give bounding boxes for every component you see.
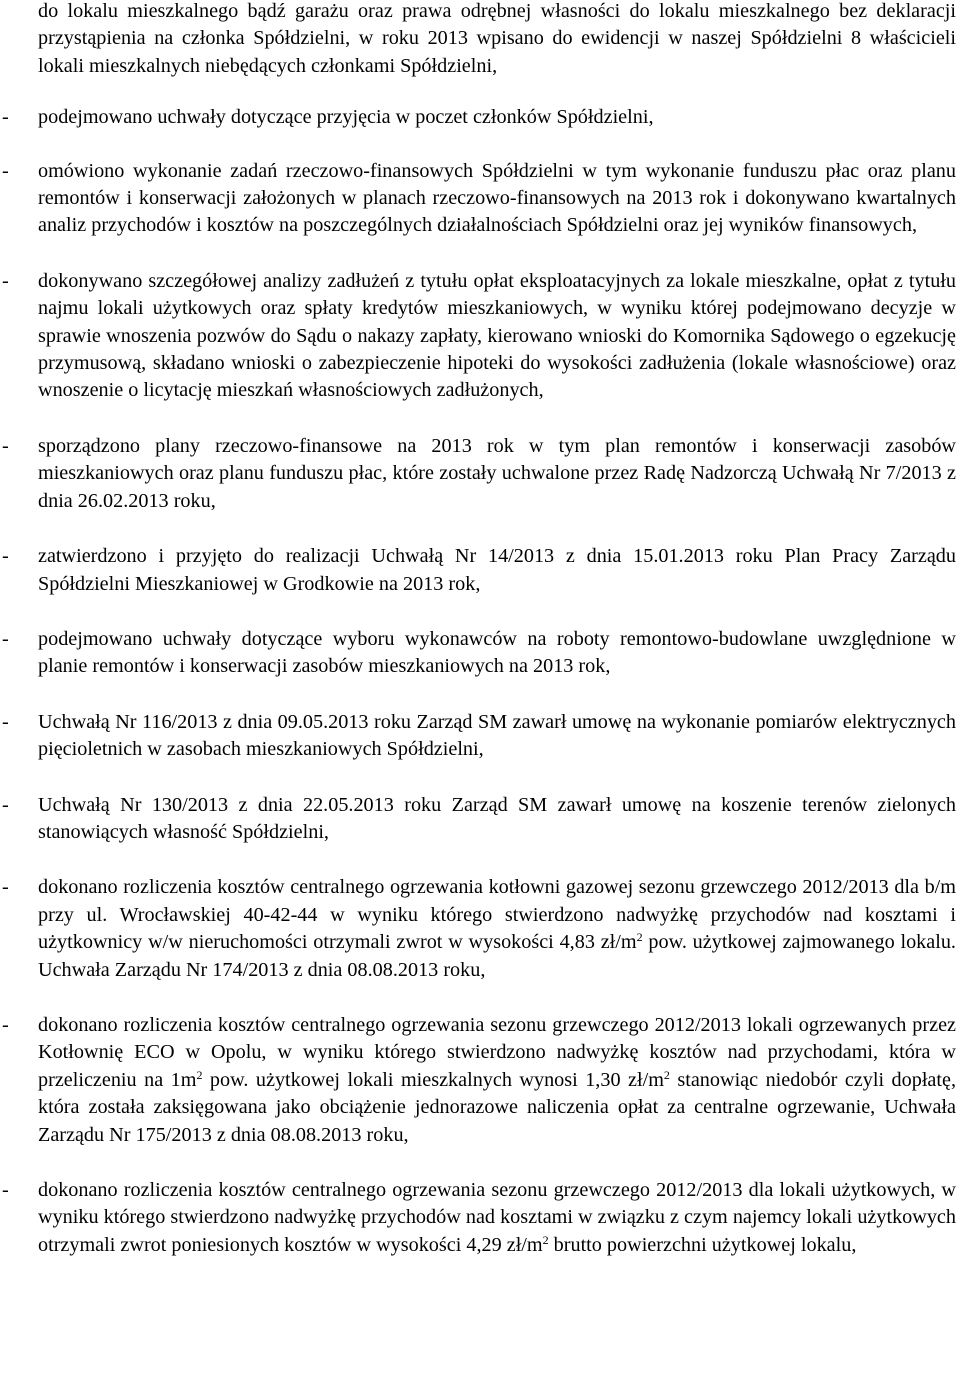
list-item-text: podejmowano uchwały dotyczące przyjęcia w poczet członków Spółdzielni, bbox=[38, 106, 654, 129]
bullet-dash: - bbox=[2, 545, 9, 568]
list-item-text: Uchwałą Nr 116/2013 z dnia 09.05.2013 roku Zarząd SM zawarł umowę na wykonanie pomiarów elektrycznych pięcioletnich w zasobach mieszkaniowych Spółdzielni, bbox=[38, 710, 956, 761]
list-item-text: dokonano rozliczenia kosztów centralnego ogrzewania sezonu grzewczego 2012/2013 dla lokali użytkowych, w wyniku którego stwierdzono nadwyżkę przychodów nad kosztami w związku z czym najemcy lokali użytkowych otrzymali zwrot poniesionych kosztów w wysokości 4,29 zł/m bbox=[38, 1179, 956, 1256]
superscript: 2 bbox=[636, 929, 643, 944]
intro-paragraph: do lokalu mieszkalnego bądź garażu oraz prawa odrębnej własności do lokalu mieszkalnego bez deklaracji przystąpienia na członka Spółdzielni, w roku 2013 wpisano do ewidencji w naszej Spółdzielni 8 właścicieli lokali mieszkalnych niebędących członkami Spółdzielni, bbox=[38, 0, 956, 77]
list-item bbox=[2, 792, 956, 847]
list-item-text: dokonano rozliczenia kosztów centralnego ogrzewania sezonu grzewczego 2012/2013 lokali ogrzewanych przez Kotłownię ECO w Opolu, w wyniku którego stwierdzono nadwyżkę kosztów nad przychodami, która w przeliczeniu na 1m bbox=[38, 1013, 956, 1091]
bullet-dash: - bbox=[2, 1179, 9, 1201]
list-item-text: podejmowano uchwały dotyczące wyboru wykonawców na roboty remontowo-budowlane uwzględnione w planie remontów i konserwacji zasobów mieszkaniowych na 2013 rok, bbox=[38, 627, 956, 678]
list-item-text: pow. użytkowej zajmowanego lokalu. Uchwała Zarządu Nr 174/2013 z dnia 08.08.2013 roku, bbox=[38, 931, 956, 981]
list-item bbox=[2, 874, 956, 984]
list-item-text: zatwierdzono i przyjęto do realizacji Uchwałą Nr 14/2013 z dnia 15.01.2013 roku Plan Pracy Zarządu Spółdzielni Mieszkaniowej w Grodkowie na 2013 rok, bbox=[38, 545, 956, 595]
list-item bbox=[2, 543, 956, 598]
list-item bbox=[2, 709, 956, 764]
activity-list bbox=[2, 104, 957, 1259]
bullet-dash: - bbox=[2, 876, 9, 899]
superscript: 2 bbox=[663, 1067, 670, 1082]
bullet-dash: - bbox=[2, 106, 9, 129]
list-item bbox=[2, 104, 956, 131]
list-item bbox=[2, 626, 956, 681]
bullet-dash: - bbox=[2, 627, 9, 650]
bullet-dash: - bbox=[2, 269, 9, 292]
list-item bbox=[2, 1012, 957, 1149]
bullet-dash: - bbox=[2, 793, 9, 816]
list-item-text: pow. użytkowej lokali mieszkalnych wynosi 1,30 zł/m bbox=[202, 1068, 664, 1091]
bullet-dash: - bbox=[2, 710, 9, 733]
list-item bbox=[2, 1177, 956, 1259]
bullet-dash: - bbox=[2, 1013, 9, 1036]
bullet-dash: - bbox=[2, 434, 9, 457]
bullet-dash: - bbox=[2, 159, 9, 182]
list-item-text: dokonano rozliczenia kosztów centralnego ogrzewania kotłowni gazowej sezonu grzewczego 2012/2013 dla b/m przy ul. Wrocławskiej 40-42-44 w wyniku którego stwierdzono nadwyżkę przychodów nad kosztami i użytkownicy w/w nieruchomości otrzymali zwrot w wysokości 4,83 zł/m bbox=[38, 876, 956, 954]
list-item-text: omówiono wykonanie zadań rzeczowo-finansowych Spółdzielni w tym wykonanie funduszu płac oraz planu remontów i konserwacji założonych w planach rzeczowo-finansowych na 2013 rok i dokonywano kwartalnych analiz przychodów i kosztów na poszczególnych działalnościach Spółdzielni oraz jej wyników finansowych, bbox=[38, 159, 956, 237]
list-item bbox=[2, 433, 956, 515]
list-item-text: dokonywano szczegółowej analizy zadłużeń z tytułu opłat eksploatacyjnych za lokale mieszkalne, opłat z tytułu najmu lokali użytkowych oraz spłaty kredytów mieszkaniowych, w wyniku której podejmowano decyzje w sprawie wnoszenia pozwów do Sądu o nakazy zapłaty, kierowano wnioski do Komornika Sądowego o egzekucję przymusową, składano wnioski o zabezpieczenie hipoteki do wysokości zadłużenia (lokale własnościowe) oraz wnoszenie o licytację mieszkań własnościowych zadłużonych, bbox=[38, 269, 956, 402]
superscript: 2 bbox=[196, 1067, 203, 1082]
list-item bbox=[2, 158, 956, 240]
list-item-text: brutto powierzchni użytkowej lokalu, bbox=[548, 1233, 857, 1256]
list-item bbox=[2, 268, 956, 405]
superscript: 2 bbox=[542, 1232, 549, 1247]
list-item-text: sporządzono plany rzeczowo-finansowe na 2013 rok w tym plan remontów i konserwacji zasobów mieszkaniowych oraz planu funduszu płac, które zostały uchwalone przez Radę Nadzorczą Uchwałą Nr 7/2013 z dnia 26.02.2013 roku, bbox=[38, 434, 956, 512]
list-item-text: stanowiąc niedobór czyli dopłatę, która została zaksięgowana jako obciążenie jednorazowe naliczenia opłat za centralne ogrzewanie, Uchwała Zarządu Nr 175/2013 z dnia 08.08.2013 roku, bbox=[38, 1068, 957, 1146]
list-item-text: Uchwałą Nr 130/2013 z dnia 22.05.2013 roku Zarząd SM zawarł umowę na koszenie terenów zielonych stanowiących własność Spółdzielni, bbox=[38, 793, 956, 843]
